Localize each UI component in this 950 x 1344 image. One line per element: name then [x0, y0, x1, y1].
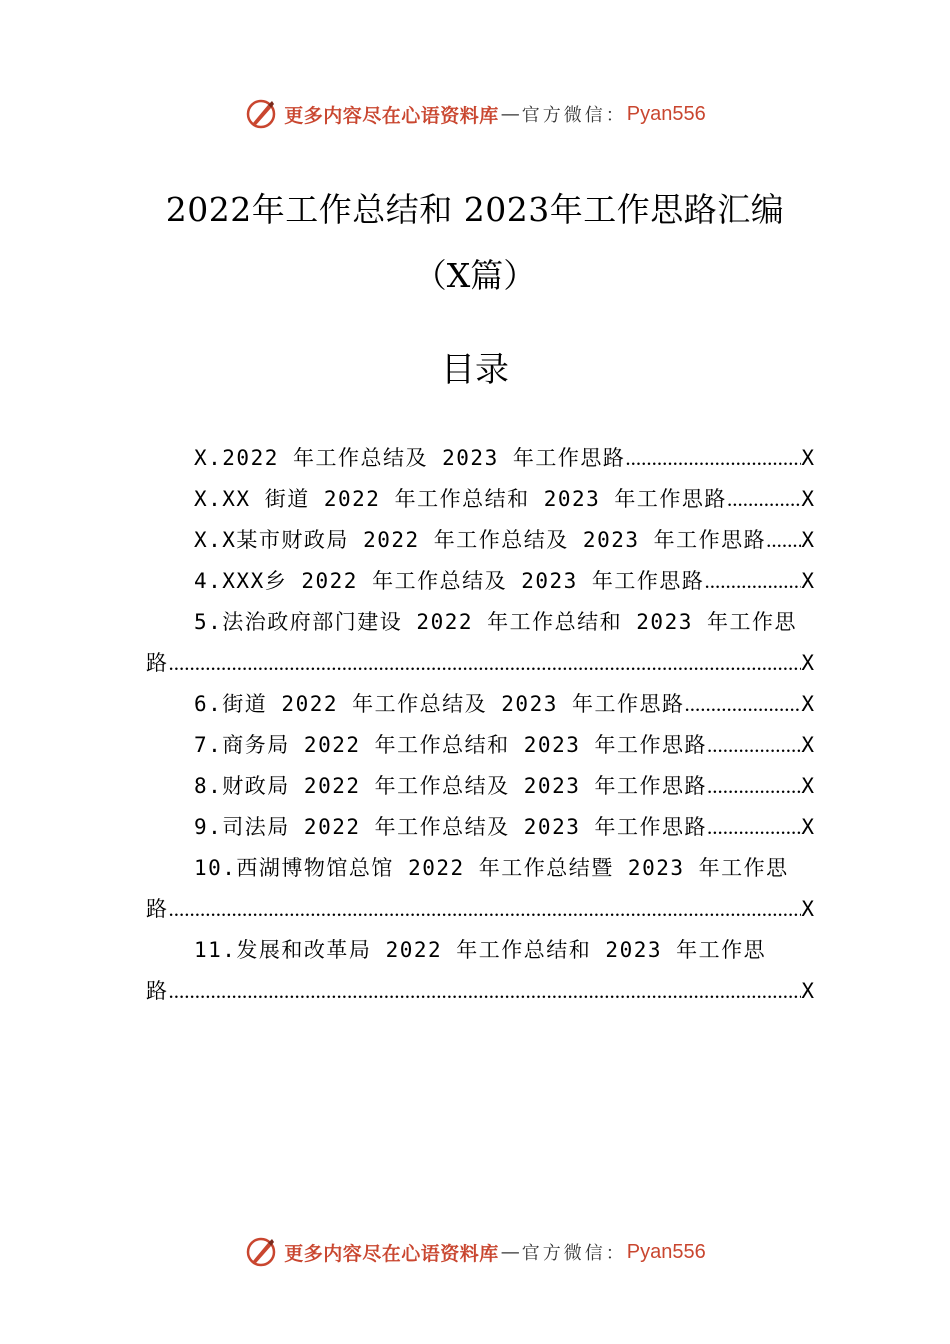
toc-page-number: X — [801, 733, 814, 757]
toc-page-number: X — [801, 528, 814, 552]
toc-entry[interactable] — [146, 848, 814, 889]
toc-entry-title: 7.商务局 2022 年工作总结和 2023 年工作思路 — [194, 733, 708, 757]
toc-entry[interactable] — [146, 725, 814, 766]
toc-leader-dots — [625, 438, 801, 479]
toc-entry-title: X.X某市财政局 2022 年工作总结及 2023 年工作思路 — [194, 528, 767, 552]
wechat-label: 官方微信： — [521, 105, 627, 126]
toc-entry-title: X.XX 街道 2022 年工作总结和 2023 年工作思路 — [194, 487, 727, 511]
toc-page-number: X — [801, 692, 814, 716]
toc-leader-dots — [707, 725, 801, 766]
toc-entry[interactable] — [146, 479, 814, 520]
toc-heading: 目录 — [441, 350, 509, 390]
toc-page-number: X — [801, 651, 814, 675]
toc-entry-title-cont: 路 — [146, 897, 169, 921]
toc-entry-continuation[interactable] — [146, 889, 814, 930]
toc-entry-title-cont: 路 — [146, 979, 169, 1003]
header-banner — [0, 94, 950, 134]
toc-entry[interactable] — [146, 438, 814, 479]
banner-dash: — — [500, 1241, 520, 1263]
toc-leader-dots — [169, 971, 802, 1012]
table-of-contents — [146, 438, 814, 1012]
wechat-label: 官方微信： — [521, 1243, 627, 1264]
toc-entry[interactable] — [146, 930, 814, 971]
toc-entry-title-cont: 路 — [146, 651, 169, 675]
toc-leader-dots — [704, 561, 801, 602]
toc-entry-title: 8.财政局 2022 年工作总结及 2023 年工作思路 — [194, 774, 708, 798]
toc-page-number: X — [801, 897, 814, 921]
toc-leader-dots — [685, 684, 802, 725]
toc-leader-dots — [707, 766, 801, 807]
toc-page-number: X — [801, 446, 814, 470]
document-subtitle: （X篇） — [413, 256, 537, 295]
toc-entry-title: 5.法治政府部门建设 2022 年工作总结和 2023 年工作思 — [194, 610, 798, 634]
toc-entry[interactable] — [146, 561, 814, 602]
toc-entry-title: X.2022 年工作总结及 2023 年工作思路 — [194, 446, 626, 470]
footer-banner — [0, 1232, 950, 1272]
toc-entry[interactable] — [146, 807, 814, 848]
toc-entry-title: 4.XXX乡 2022 年工作总结及 2023 年工作思路 — [194, 569, 705, 593]
wechat-id: Pyan556 — [626, 102, 706, 125]
toc-entry-title: 9.司法局 2022 年工作总结及 2023 年工作思路 — [194, 815, 708, 839]
toc-leader-dots — [727, 479, 801, 520]
toc-entry[interactable] — [146, 766, 814, 807]
pen-logo-icon — [244, 1235, 278, 1269]
toc-leader-dots — [707, 807, 801, 848]
toc-entry[interactable] — [146, 520, 814, 561]
toc-page-number: X — [801, 487, 814, 511]
toc-leader-dots — [169, 643, 802, 684]
toc-entry[interactable] — [146, 684, 814, 725]
toc-entry-title: 6.街道 2022 年工作总结及 2023 年工作思路 — [194, 692, 685, 716]
toc-page-number: X — [801, 569, 814, 593]
toc-entry-continuation[interactable] — [146, 971, 814, 1012]
toc-leader-dots — [169, 889, 802, 930]
wechat-id: Pyan556 — [626, 1240, 706, 1263]
toc-entry[interactable] — [146, 602, 814, 643]
promo-text: 更多内容尽在心语资料库 — [284, 104, 499, 127]
toc-entry-title: 11.发展和改革局 2022 年工作总结和 2023 年工作思 — [194, 938, 767, 962]
toc-leader-dots — [766, 520, 801, 561]
promo-text: 更多内容尽在心语资料库 — [284, 1242, 499, 1265]
toc-entry-continuation[interactable] — [146, 643, 814, 684]
banner-dash: — — [500, 103, 520, 125]
pen-logo-icon — [244, 97, 278, 131]
toc-page-number: X — [801, 815, 814, 839]
toc-page-number: X — [801, 979, 814, 1003]
toc-page-number: X — [801, 774, 814, 798]
document-title: 2022年工作总结和 2023年工作思路汇编 — [165, 190, 785, 229]
toc-entry-title: 10.西湖博物馆总馆 2022 年工作总结暨 2023 年工作思 — [194, 856, 789, 880]
